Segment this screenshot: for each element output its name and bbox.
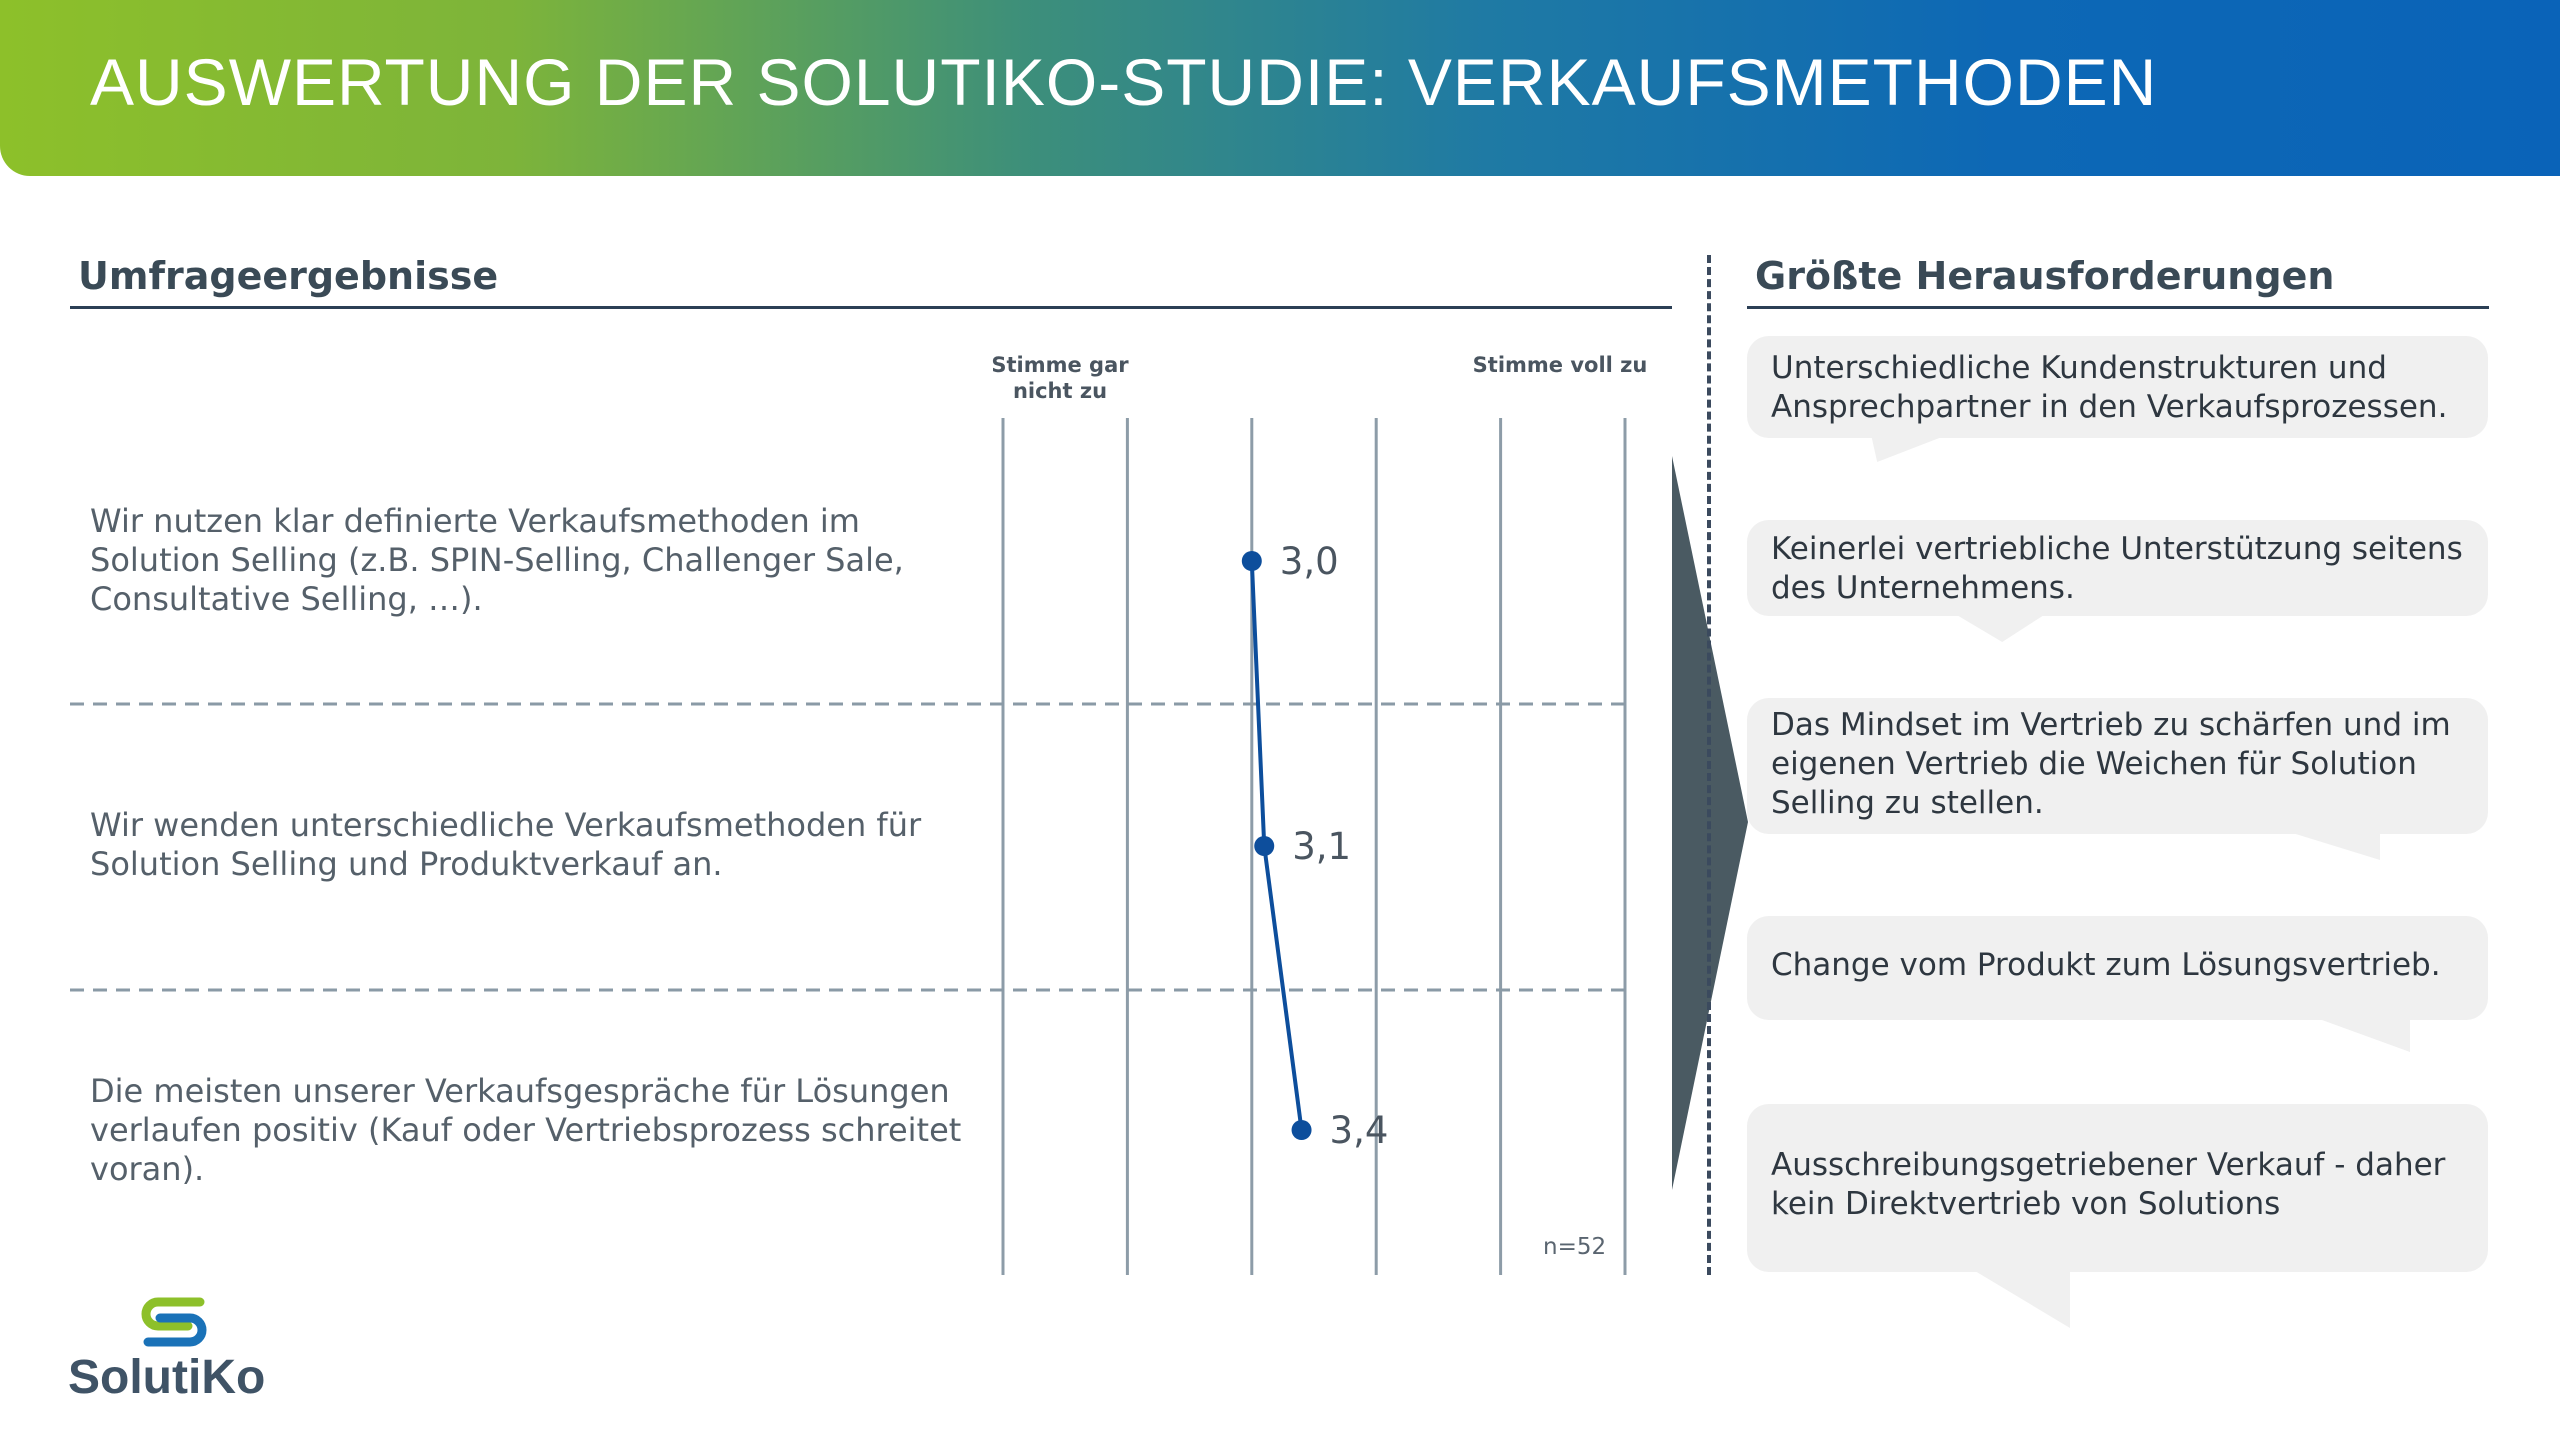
solutiko-logo-icon (136, 1294, 212, 1350)
data-point-3 (1292, 1120, 1312, 1140)
challenge-bubble-5: Ausschreibungsgetriebener Verkauf - daher kein Direktvertrieb von Solutions (1747, 1104, 2488, 1272)
challenge-bubble-3: Das Mindset im Vertrieb zu schärfen und im eigenen Vertrieb die Weichen für Solution Selling zu stellen. (1747, 698, 2488, 834)
page-title: AUSWERTUNG DER SOLUTIKO-STUDIE: VERKAUFSMETHODEN (90, 45, 2158, 119)
section-separator (1707, 255, 1711, 1275)
question-1: Wir nutzen klar definierte Verkaufsmethoden im Solution Selling (z.B. SPIN-Selling, Challenger Sale, Consultative Selling, …). (90, 502, 904, 618)
question-2: Wir wenden unterschiedliche Verkaufsmethoden für Solution Selling und Produktverkauf an. (90, 806, 922, 883)
challenge-bubble-4: Change vom Produkt zum Lösungsvertrieb. (1747, 916, 2488, 1020)
scale-high-label: Stimme voll zu (1472, 353, 1648, 377)
scale-low-label: Stimme gar nicht zu (991, 353, 1129, 403)
challenge-bubble-2: Keinerlei vertriebliche Unterstützung seitens des Unternehmens. (1747, 520, 2488, 616)
challenges-heading-rule (1747, 306, 2489, 309)
challenges-heading: Größte Herausforderungen (1755, 254, 2335, 298)
data-label-1: 3,0 (1279, 540, 1339, 583)
data-point-1 (1242, 551, 1262, 571)
challenge-bubble-1: Unterschiedliche Kundenstrukturen und Ansprechpartner in den Verkaufsprozessen. (1747, 336, 2488, 438)
data-label-3: 3,4 (1329, 1109, 1389, 1152)
logo-wordmark: SolutiKo (68, 1351, 266, 1404)
data-label-2: 3,1 (1292, 825, 1352, 868)
results-heading: Umfrageergebnisse (78, 254, 499, 298)
sample-size: n=52 (1543, 1234, 1607, 1260)
question-3: Die meisten unserer Verkaufsgespräche für Lösungen verlaufen positiv (Kauf oder Vertriebsprozess schreitet voran). (90, 1072, 962, 1188)
data-point-2 (1254, 836, 1274, 856)
